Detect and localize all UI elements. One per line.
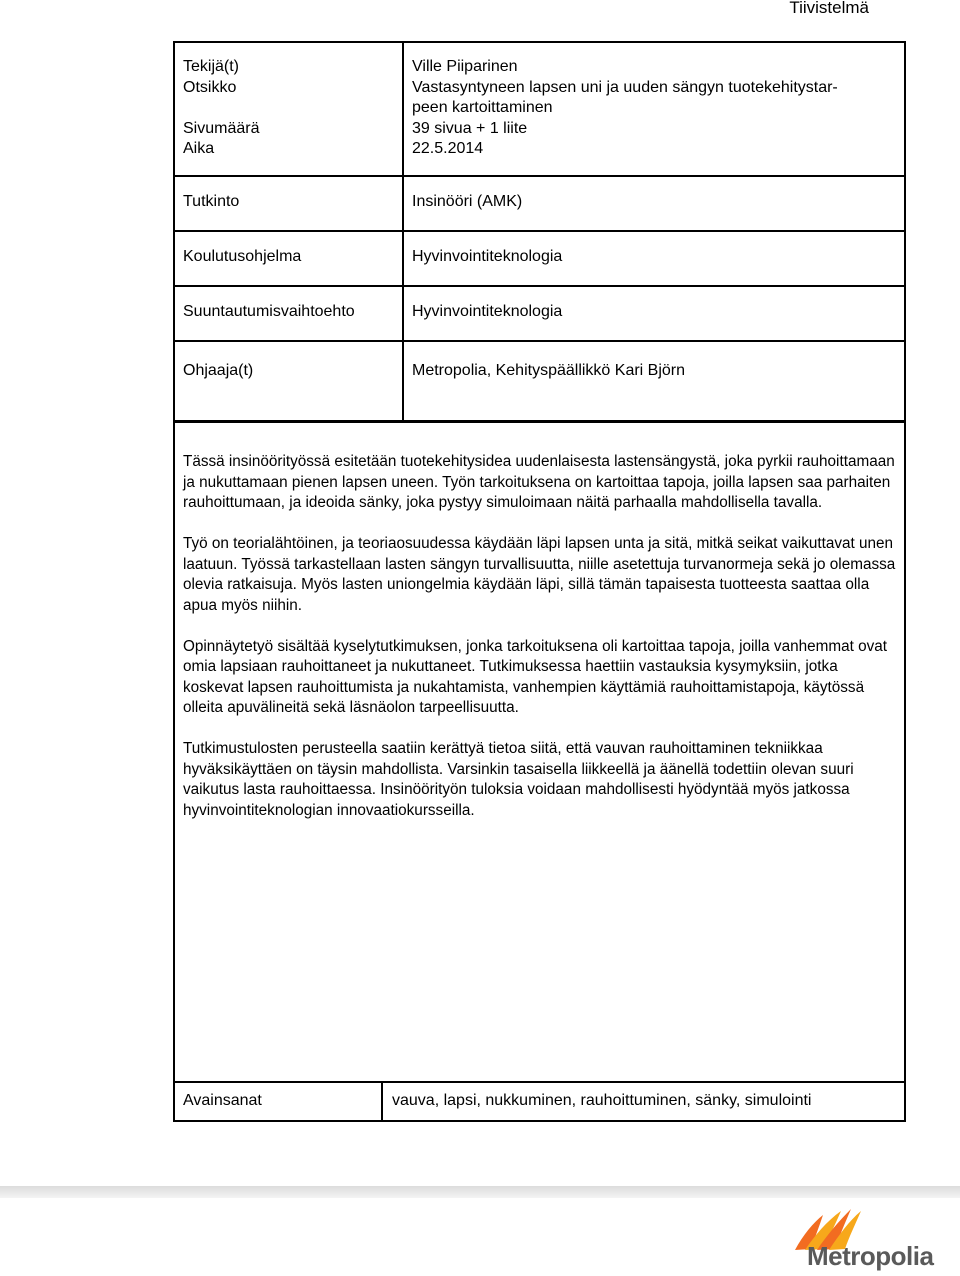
- keywords-label: Avainsanat: [183, 1092, 262, 1109]
- keywords-value: vauva, lapsi, nukkuminen, rauhoittuminen, sänky, simulointi: [392, 1092, 812, 1109]
- metadata-row-divider: [173, 230, 906, 232]
- abstract-paragraph: Tässä insinöörityössä esitetään tuotekehitysidea uudenlaisesta lastensängystä, joka pyrkii rauhoittamaan ja nukuttamaan pienen lapsen uneen. Työn tarkoituksena on kartoittaa tapoja, joilla lapsen saa parhaiten rauhoittumaan, ja ideoida sänky, joka pystyy simuloimaan näitä parhaalla mahdollisella tavalla.: [183, 453, 895, 511]
- keywords-column-divider: [381, 1081, 383, 1122]
- title-label: Otsikko: [183, 79, 237, 96]
- degree-value: Insinööri (AMK): [412, 193, 523, 210]
- title-value-line2: peen kartoittaminen: [412, 99, 553, 116]
- supervisor-value: Metropolia, Kehityspäällikkö Kari Björn: [412, 362, 686, 379]
- specialisation-value: Hyvinvointiteknologia: [412, 303, 563, 320]
- page-title: Tiivistelmä: [789, 0, 869, 17]
- degree-label: Tutkinto: [183, 193, 240, 210]
- abstract-paragraph: Työ on teorialähtöinen, ja teoriaosuudessa käydään läpi lapsen unta ja sitä, mitkä seikat vaikuttavat unen laatuun. Työssä tarkastellaan lasten sängyn turvallisuutta, niille asetettuja turvanormeja sekä jo olemassa olevia ratkaisuja. Myös lasten uniongelmia käydään läpi, sillä tämän tapaisesta tuotteesta saattaa olla apua myös niihin.: [183, 535, 896, 614]
- footer-band: [0, 1186, 960, 1198]
- logo-text: Metropolia: [807, 1241, 934, 1271]
- specialisation-label: Suuntautumisvaihtoehto: [183, 303, 355, 320]
- abstract-text: [183, 452, 897, 842]
- title-value-line1: Vastasyntyneen lapsen uni ja uuden sängyn tuotekehitystar-: [412, 79, 838, 96]
- programme-value: Hyvinvointiteknologia: [412, 248, 563, 265]
- supervisor-label: Ohjaaja(t): [183, 362, 254, 379]
- abstract-paragraph: Tutkimustulosten perusteella saatiin kerättyä tietoa siitä, että vauvan rauhoittaminen tekniikkaa hyväksikäyttäen on täysin mahdollista. Varsinkin tasaisella liikkeellä ja äänellä todettiin olevan suuri vaikutus lasta rauhoittaessa. Insinöörityön tuloksia voidaan mahdollisesti hyödyntää myös jatkossa hyvinvointiteknologian innovaatiokursseilla.: [183, 740, 854, 819]
- pages-label: Sivumäärä: [183, 120, 260, 137]
- date-value: 22.5.2014: [412, 140, 484, 157]
- date-label: Aika: [183, 140, 215, 157]
- metadata-row-divider: [173, 175, 906, 177]
- abstract-paragraph: Opinnäytetyö sisältää kyselytutkimuksen, jonka tarkoituksena oli kartoittaa tapoja, joilla vanhemmat ovat omia lapsiaan rauhoittaneet ja nukuttaneet. Tutkimuksessa haettiin vastauksia kysymyksiin, jotka koskevat lapsen rauhoittumista ja nukahtamista, vanhempien käyttämiä rauhoittamistapoja, käytössä olleita apuvälineitä sekä läsnäolon tarpeellisuutta.: [183, 637, 888, 716]
- author-value: Ville Piiparinen: [412, 58, 518, 75]
- metadata-row-divider: [173, 340, 906, 342]
- author-label: Tekijä(t): [183, 58, 240, 75]
- pages-value: 39 sivua + 1 liite: [412, 120, 528, 137]
- programme-label: Koulutusohjelma: [183, 248, 302, 265]
- metadata-row-divider: [173, 285, 906, 287]
